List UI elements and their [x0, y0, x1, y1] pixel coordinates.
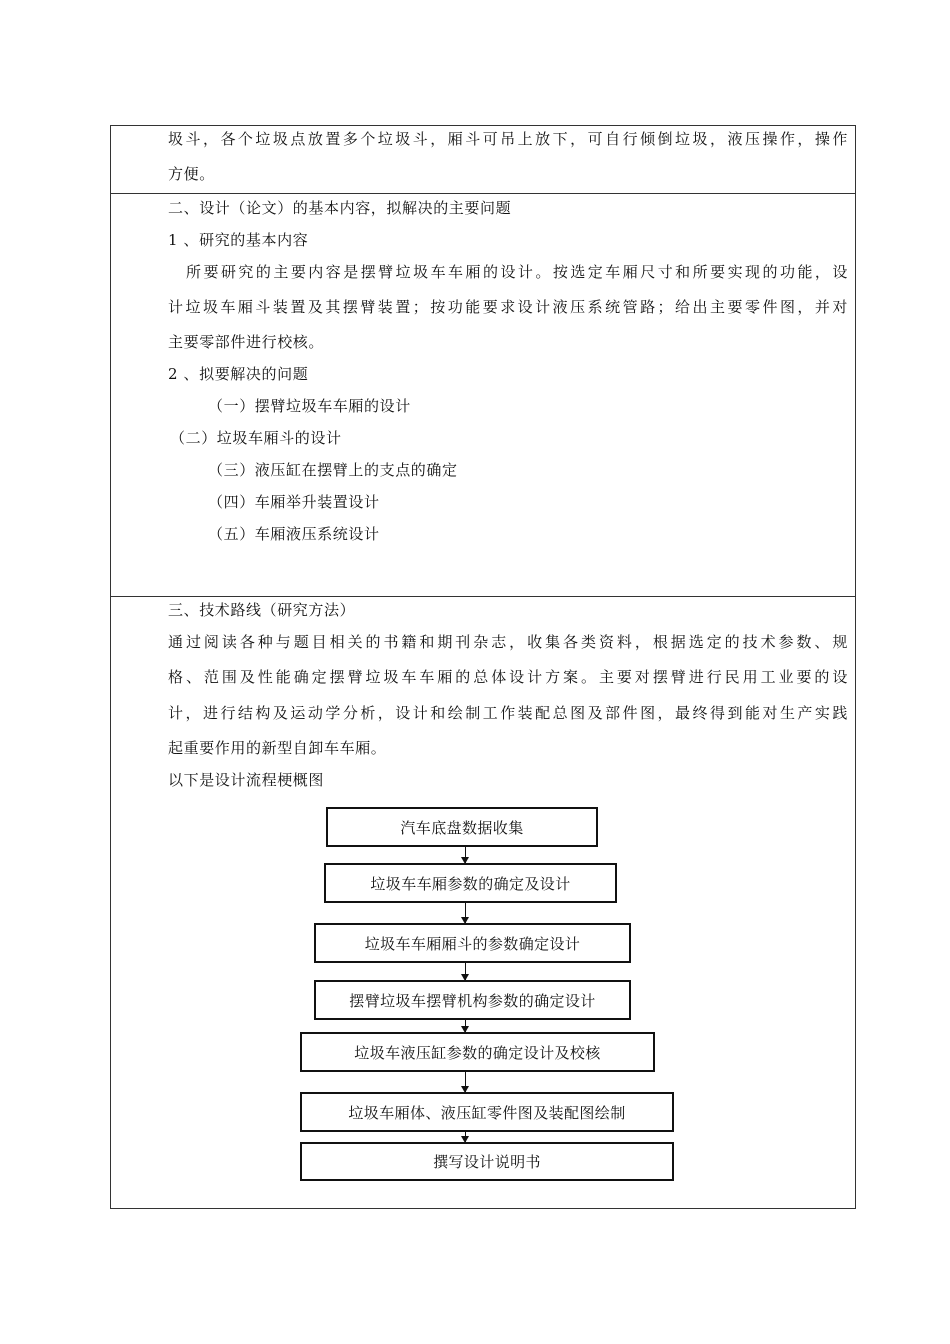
- flow-arrow-4: [465, 1020, 466, 1032]
- section3-para2: 格、范围及性能确定摆臂垃圾车车厢的总体设计方案。主要对摆臂进行民用工业要的设: [168, 668, 848, 686]
- flow-step-6: 垃圾车厢体、液压缸零件图及装配图绘制: [300, 1092, 674, 1132]
- flow-step-1: 汽车底盘数据收集: [326, 807, 598, 847]
- flow-intro: 以下是设计流程梗概图: [168, 771, 325, 789]
- section2-heading: 二、设计（论文）的基本内容，拟解决的主要问题: [168, 199, 512, 217]
- flow-step-2: 垃圾车车厢参数的确定及设计: [324, 863, 617, 903]
- section2-item-2: （二）垃圾车厢斗的设计: [170, 429, 342, 447]
- section-divider-1: [110, 193, 856, 194]
- flow-arrow-6: [465, 1132, 466, 1142]
- section3-para4: 起重要作用的新型自卸车车厢。: [168, 739, 387, 757]
- section2-para2: 计垃圾车厢斗装置及其摆臂装置；按功能要求设计液压系统管路；给出主要零件图，并对: [168, 298, 848, 316]
- section2-sub1: 1 、研究的基本内容: [168, 231, 309, 249]
- flow-arrow-3: [465, 963, 466, 980]
- section-divider-2: [110, 596, 856, 597]
- flow-arrow-1: [465, 847, 466, 863]
- section3-para1: 通过阅读各种与题目相关的书籍和期刊杂志，收集各类资料，根据选定的技术参数、规: [168, 633, 848, 651]
- section2-item-5: （五）车厢液压系统设计: [208, 525, 380, 543]
- flow-arrow-2: [465, 903, 466, 923]
- section1-line1: 圾斗，各个垃圾点放置多个垃圾斗，厢斗可吊上放下，可自行倾倒垃圾，液压操作，操作: [168, 130, 848, 148]
- flow-step-3: 垃圾车车厢厢斗的参数确定设计: [314, 923, 631, 963]
- section2-para1: 所要研究的主要内容是摆臂垃圾车车厢的设计。按选定车厢尺寸和所要实现的功能，设: [186, 263, 848, 281]
- flow-arrow-5: [465, 1072, 466, 1092]
- flow-step-5: 垃圾车液压缸参数的确定设计及校核: [300, 1032, 655, 1072]
- section3-para3: 计，进行结构及运动学分析，设计和绘制工作装配总图及部件图，最终得到能对生产实践: [168, 704, 848, 722]
- section2-para3: 主要零部件进行校核。: [168, 333, 325, 351]
- section2-item-1: （一）摆臂垃圾车车厢的设计: [208, 397, 411, 415]
- flow-step-7: 撰写设计说明书: [300, 1142, 674, 1181]
- section2-item-3: （三）液压缸在摆臂上的支点的确定: [208, 461, 458, 479]
- section1-line2: 方便。: [168, 165, 215, 183]
- section3-heading: 三、技术路线（研究方法）: [168, 601, 356, 619]
- flow-step-4: 摆臂垃圾车摆臂机构参数的确定设计: [314, 980, 631, 1020]
- section2-sub2: 2 、拟要解决的问题: [168, 365, 309, 383]
- section2-item-4: （四）车厢举升装置设计: [208, 493, 380, 511]
